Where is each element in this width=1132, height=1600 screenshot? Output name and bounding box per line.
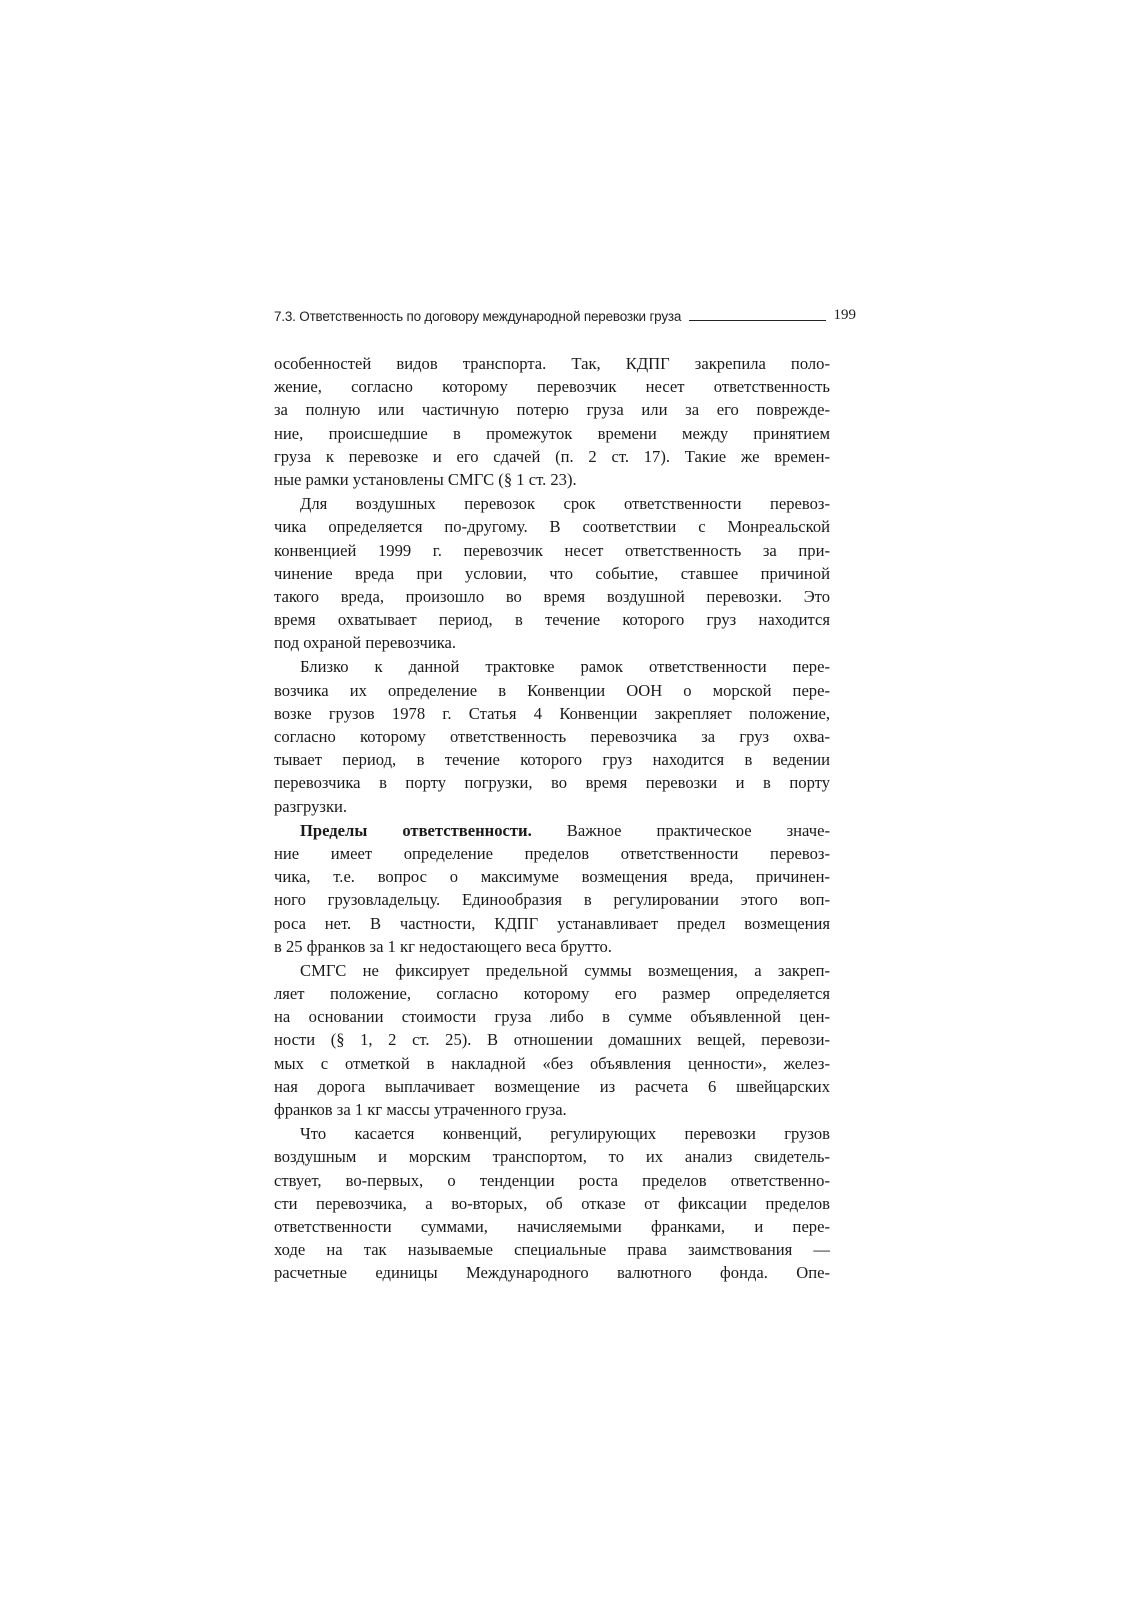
text-line: особенностей видов транспорта. Так, КДПГ закрепила поло- xyxy=(274,354,830,373)
paragraph-6 xyxy=(274,1122,830,1284)
page-header xyxy=(274,300,856,328)
text-line: ствует, во-первых, о тенденции роста пределов ответственно- xyxy=(274,1170,830,1190)
page-number: 199 xyxy=(833,307,856,323)
text-line: согласно которому ответственность перевозчика за груз охва- xyxy=(274,727,830,746)
text-line: груза к перевозке и его сдачей (п. 2 ст. 17). Такие же времен- xyxy=(274,446,830,466)
text-line: ляет положение, согласно которому его размер определяется xyxy=(274,984,830,1004)
text-line: Что касается конвенций, регулирующих перевозки грузов xyxy=(300,1124,830,1144)
paragraph-5 xyxy=(274,959,830,1121)
text-line: время охватывает период, в течение которого груз находится xyxy=(274,610,830,630)
text-line: ные рамки установлены СМГС (§ 1 ст. 23). xyxy=(274,469,577,489)
text-line: ние, происшедшие в промежуток времени между принятием xyxy=(274,423,830,443)
text-line: под охраной перевозчика. xyxy=(274,633,457,653)
text-line: франков за 1 кг массы утраченного груза. xyxy=(274,1100,567,1119)
text-line: ние имеет определение пределов ответственности перевоз- xyxy=(274,843,830,863)
text-line: такого вреда, произошло во время воздушной перевозки. Это xyxy=(274,586,830,606)
text-line: чика определяется по-другому. В соответствии с Монреальской xyxy=(274,517,830,537)
text-line: ответственности суммами, начисляемыми франками, и пере- xyxy=(274,1216,830,1236)
text-line xyxy=(274,819,830,842)
text-line: ности (§ 1, 2 ст. 25). В отношении домашних вещей, перевози- xyxy=(274,1030,830,1050)
text-line: мых с отметкой в накладной «без объявления ценности», желез- xyxy=(274,1053,830,1073)
text-line: жение, согласно которому перевозчик несет ответственность xyxy=(274,377,830,397)
text-line: Для воздушных перевозок срок ответственности перевоз- xyxy=(300,494,830,514)
text-line: чика, т.е. вопрос о максимуме возмещения вреда, причинен- xyxy=(274,867,830,887)
text-line: в 25 франков за 1 кг недостающего веса брутто. xyxy=(274,936,612,956)
text-line: чинение вреда при условии, что событие, ставшее причиной xyxy=(274,563,830,583)
running-head: 7.3. Ответственность по договору международной перевозки груза xyxy=(274,309,682,324)
text-line: сти перевозчика, а во-вторых, об отказе от фиксации пределов xyxy=(274,1193,830,1213)
text-line: разгрузки. xyxy=(274,796,348,816)
text-line: возчика их определение в Конвенции ООН о морской пере- xyxy=(274,680,830,700)
text-line: ходе на так называемые специальные права заимствования — xyxy=(274,1240,830,1260)
run-in-heading: Пределы ответственности. xyxy=(300,820,532,840)
text-line: возке грузов 1978 г. Статья 4 Конвенции закрепляет положение, xyxy=(274,703,830,723)
text-line: тывает период, в течение которого груз находится в ведении xyxy=(274,750,830,770)
text-line: СМГС не фиксирует предельной суммы возмещения, а закреп- xyxy=(300,960,830,980)
text-line: Близко к данной трактовке рамок ответственности пере- xyxy=(300,657,830,677)
text-line: ная дорога выплачивает возмещение из расчета 6 швейцарских xyxy=(274,1076,830,1096)
body-text xyxy=(274,352,830,1285)
text-line: роса нет. В частности, КДПГ устанавливает предел возмещения xyxy=(274,913,830,933)
text-line: конвенцией 1999 г. перевозчик несет ответственность за при- xyxy=(274,540,830,560)
text-line: воздушным и морским транспортом, то их анализ свидетель- xyxy=(274,1147,830,1167)
header-rule xyxy=(689,320,825,321)
paragraph-2 xyxy=(274,492,830,654)
paragraph-4 xyxy=(274,819,830,958)
paragraph-1 xyxy=(274,352,830,491)
text-line: расчетные единицы Международного валютного фонда. Опе- xyxy=(274,1263,830,1283)
text-line: на основании стоимости груза либо в сумме объявленной цен- xyxy=(274,1007,830,1027)
paragraph-3 xyxy=(274,655,830,817)
text-line: перевозчика в порту погрузки, во время перевозки и в порту xyxy=(274,773,830,793)
heading-line-rest: Важное практическое значе- xyxy=(531,820,830,840)
text-line: за полную или частичную потерю груза или за его поврежде- xyxy=(274,400,830,420)
text-line: ного грузовладельцу. Единообразия в регулировании этого воп- xyxy=(274,890,830,910)
